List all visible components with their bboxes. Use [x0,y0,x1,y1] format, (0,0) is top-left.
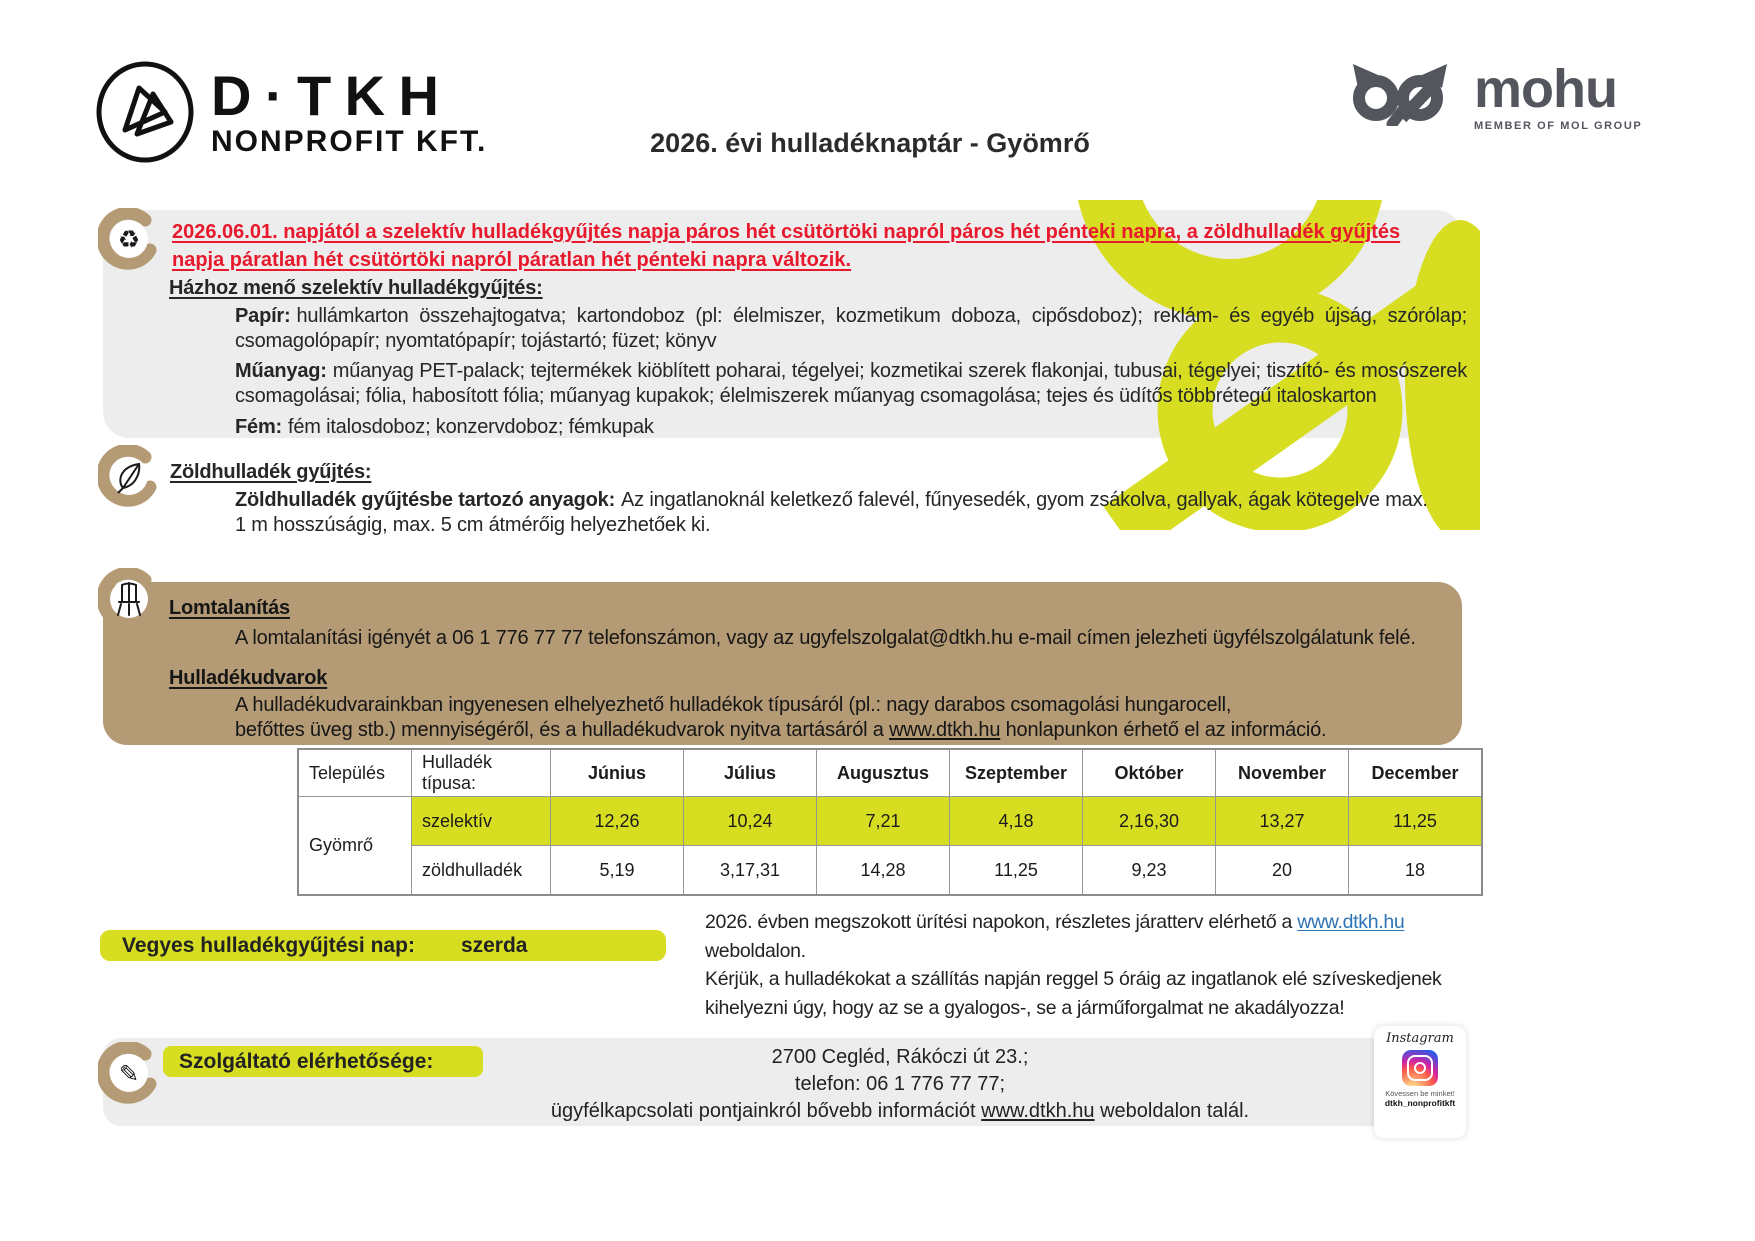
mixed-waste-value: szerda [460,933,528,957]
col-waste-type: Hulladék típusa: [412,749,551,797]
table-row-selective [298,797,1482,846]
value-cell: 3,17,31 [684,846,817,896]
value-cell: 5,19 [551,846,684,896]
svg-text:✎: ✎ [118,1060,140,1088]
bulky-heading: Lomtalanítás [169,597,290,619]
paper-item [235,304,1467,354]
value-cell: 9,23 [1083,846,1216,896]
col-settlement: Település [298,749,412,797]
green-waste-text: Az ingatlanoknál keletkező falevél, fűnyesedék, gyom zsákolva, gallyak, ágak kötegelve max. 1 m hosszúságig, max. 5 cm átmérőig helyezhetőek ki. [235,489,1428,536]
type-cell: zöldhulladék [412,846,551,896]
col-august: Augusztus [817,749,950,797]
route-line4: kihelyezni úgy, hogy az se a gyalogos-, se a járműforgalmat ne akadályozza! [705,996,1345,1019]
route-info [705,908,1441,1022]
yards-heading: Hulladékudvarok [169,667,328,689]
instagram-icon [1402,1050,1438,1086]
plastic-text: műanyag PET-palack; tejtermékek kiöblített poharai, tégelyei; kozmetikai szerek flakonjai, tubusai, tégelyei; tisztító- és mosószerek csomagolásai; fólia, habosított fólia; műanyag kupakok; élelmiszerek műanyag csomagolása; tejes és üdítős többrétegű italoskarton [235,360,1467,407]
provider-info-after: weboldalon talál. [1094,1100,1250,1122]
bulky-text-after: e-mail címen jelezheti ügyfélszolgálatunk felé. [1012,627,1416,649]
yards-line2-before: befőttes üveg stb.) mennyiségéről, és a hulladékudvarok nyitva tartásáról a [235,719,890,741]
type-cell: szelektív [412,797,551,846]
value-cell: 14,28 [817,846,950,896]
schedule-table [297,748,1483,896]
provider-contact-badge: Szolgáltató elérhetősége: [163,1046,483,1077]
col-september: Szeptember [950,749,1083,797]
chair-icon [98,568,160,630]
col-july: Július [684,749,817,797]
green-waste-paragraph [235,488,1430,538]
bulky-text-before: A lomtalanítási igényét a 06 1 776 77 77 telefonszámon, vagy az [235,627,800,649]
paper-text: hullámkarton összehajtogatva; kartondoboz (pl: élelmiszer, kozmetikum doboza, cipősdoboz); reklám- és egyéb újság, szórólap; csomagolópapír; nyomtatópapír; tojástartó; füzet; könyv [235,305,1467,352]
bulky-text [235,626,1445,651]
yards-text [235,693,1445,743]
mixed-waste-label: Vegyes hulladékgyűjtési nap: [122,933,415,957]
value-cell: 7,21 [817,797,950,846]
provider-address: 2700 Cegléd, Rákóczi út 23.; [771,1046,1029,1068]
metal-item [235,415,1467,440]
plastic-item [235,359,1467,409]
dtkh-logo [95,60,487,164]
green-waste-heading: Zöldhulladék gyűjtés: [170,461,372,483]
email-link[interactable]: ugyfelszolgalat@dtkh.hu [799,627,1013,649]
selective-heading: Házhoz menő szelektív hulladékgyűjtés: [169,277,543,299]
mohu-tagline: MEMBER OF MOL GROUP [1474,120,1643,132]
value-cell: 2,16,30 [1083,797,1216,846]
col-december: December [1349,749,1483,797]
page-title: 2026. évi hulladéknaptár - Gyömrő [650,128,1090,158]
provider-info [520,1098,1280,1125]
provider-info-before: ügyfélkapcsolati pontjainkról bővebb információt [550,1100,982,1122]
route-line1-text: 2026. évben megszokott ürítési napokon, részletes járatterv elérhető a [705,911,1298,933]
instagram-handle: dtkh_nonprofitkft [1384,1098,1456,1108]
route-line1 [705,908,1441,937]
paper-label: Papír: [235,305,291,327]
bulky-section-box [103,582,1462,745]
dtkh-logo-line1: D·TKH [211,64,453,127]
schedule-change-alert: 2026.06.01. napjától a szelektív hulladékgyűjtés napja páros hét csütörtöki napról páros hét pénteki napra, a zöldhulladék gyűjtés napja páratlan hét csütörtöki napról páratlan hét pénteki napra változik. [172,221,1401,271]
mohu-name: mohu [1474,59,1617,119]
green-waste-label: Zöldhulladék gyűjtésbe tartozó anyagok: [235,489,616,511]
mohu-logo [1340,60,1642,132]
svg-text:♻: ♻ [117,225,141,254]
table-row-greenwaste [298,846,1482,896]
table-header-row [298,749,1482,797]
route-line2: weboldalon. [705,939,806,962]
settlement-cell: Gyömrő [298,797,412,896]
col-november: November [1216,749,1349,797]
value-cell: 13,27 [1216,797,1349,846]
route-line3: Kérjük, a hulladékokat a szállítás napján reggel 5 óráig az ingatlanok elé szíveskedjenek [705,968,1442,990]
instagram-card[interactable] [1374,1026,1466,1138]
provider-phone: telefon: 06 1 776 77 77; [794,1073,1006,1095]
value-cell: 4,18 [950,797,1083,846]
plastic-label: Műanyag: [235,360,327,382]
instagram-brand: Instagram [1386,1031,1454,1046]
metal-label: Fém: [235,416,282,438]
value-cell: 11,25 [1349,797,1483,846]
value-cell: 10,24 [684,797,817,846]
recycle-icon [98,208,160,270]
col-october: Október [1083,749,1216,797]
metal-text: fém italosdoboz; konzervdoboz; fémkupak [287,416,654,438]
mixed-waste-day-banner [100,930,666,961]
provider-contact-lines [520,1044,1280,1125]
leaf-icon [98,445,160,507]
value-cell: 20 [1216,846,1349,896]
dtkh-website-link[interactable]: www.dtkh.hu [889,719,1001,741]
value-cell: 11,25 [950,846,1083,896]
dtkh-logo-line2: NONPROFIT KFT. [211,125,488,158]
col-june: Június [551,749,684,797]
instagram-follow-text: Kövessen be minket! [1385,1089,1455,1098]
pencil-icon [98,1042,160,1104]
dtkh-website-link[interactable]: www.dtkh.hu [1297,911,1405,933]
yards-line2-after: honlapunkon érhető el az információ. [1000,719,1327,741]
dtkh-logo-icon [95,60,195,164]
value-cell: 18 [1349,846,1483,896]
mohu-logo-text [1474,60,1642,132]
dtkh-logo-text [211,66,487,158]
mohu-owl-icon [1340,60,1460,126]
value-cell: 12,26 [551,797,684,846]
yards-line1: A hulladékudvarainkban ingyenesen elhelyezhető hulladékok típusáról (pl.: nagy darabos csomagolási hungarocell, [235,694,1232,716]
dtkh-website-link[interactable]: www.dtkh.hu [981,1100,1095,1122]
